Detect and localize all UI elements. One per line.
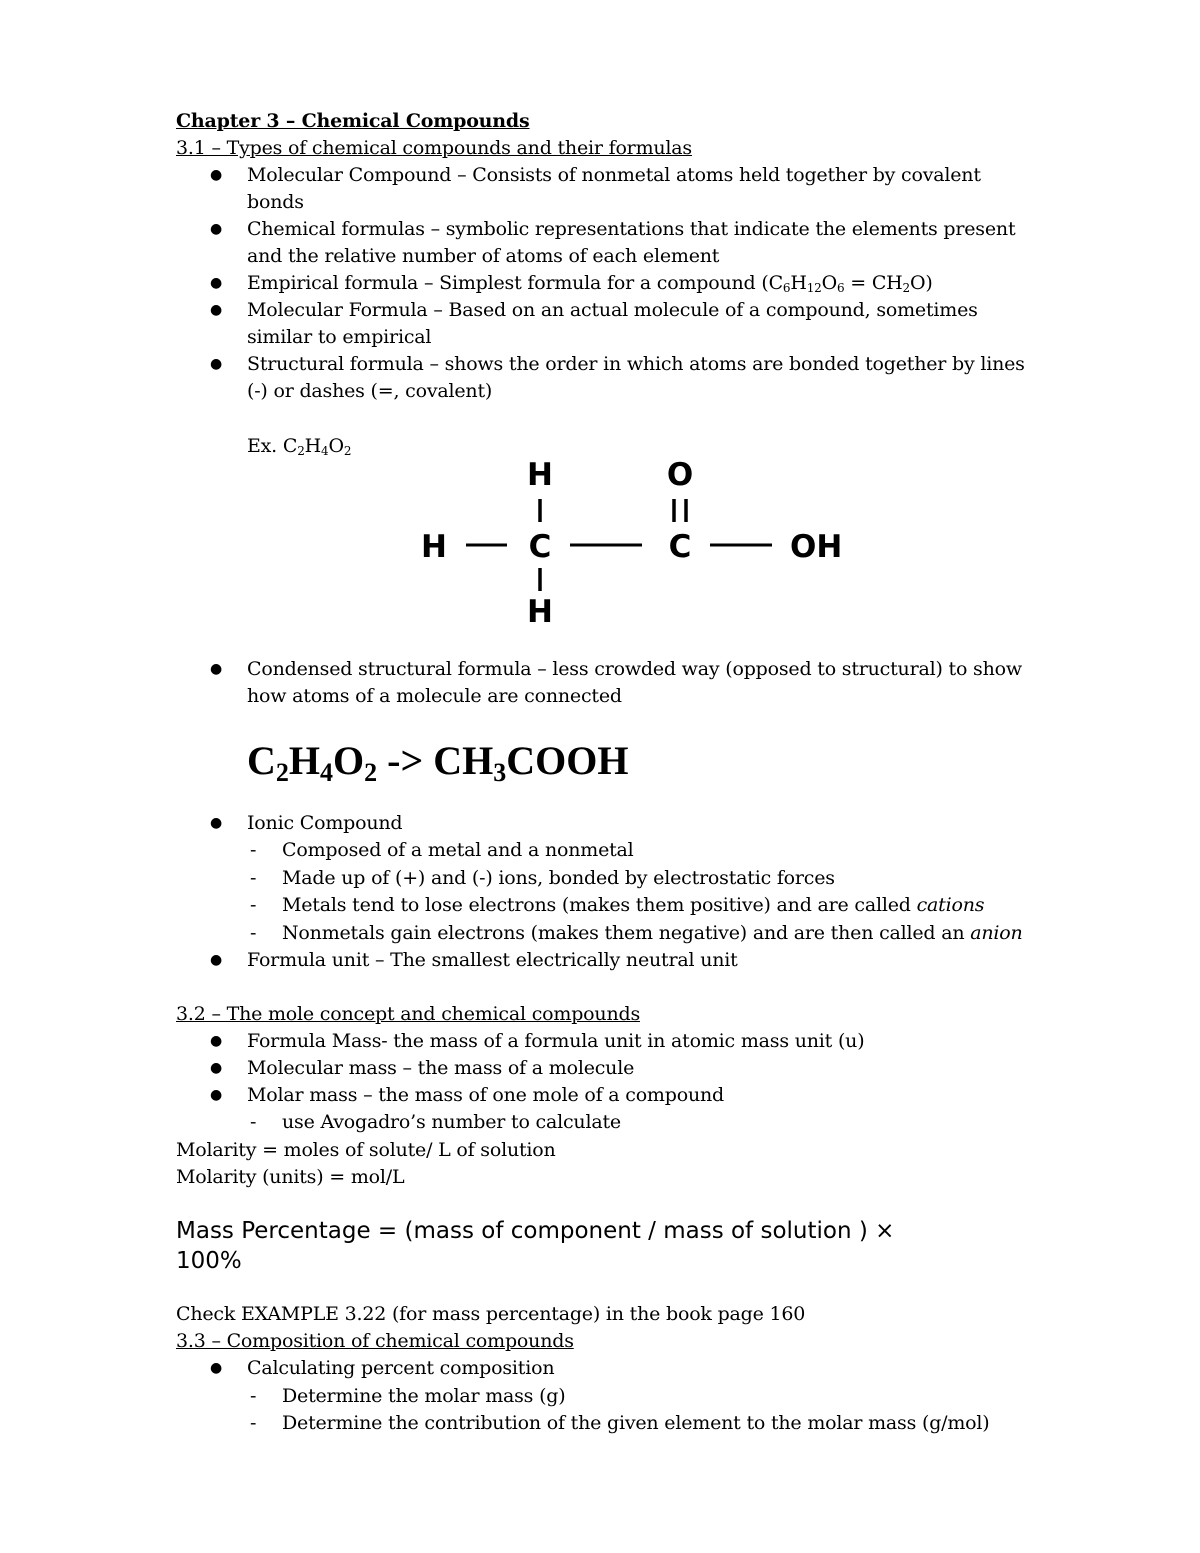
ionic-item-anion: Nonmetals gain electrons (makes them negative) and are then called an anion xyxy=(282,922,1023,944)
ionic-item: Made up of (+) and (-) ions, bonded by electrostatic forces xyxy=(282,867,835,889)
ionic-item-cations: Metals tend to lose electrons (makes them positive) and are called cations xyxy=(282,894,985,916)
bullet-icon: ● xyxy=(210,221,223,237)
bullet-icon: ● xyxy=(210,815,223,831)
mass-percentage-formula-line2: 100% xyxy=(176,1248,242,1274)
atom-h-bottom: H xyxy=(527,594,553,630)
molecular-formula-line2: similar to empirical xyxy=(247,326,432,348)
chemical-formulas-line1: Chemical formulas – symbolic representations that indicate the elements present xyxy=(247,218,1016,240)
bullet-icon: ● xyxy=(210,1360,223,1376)
percent-composition-step: Determine the contribution of the given element to the molar mass (g/mol) xyxy=(282,1412,990,1434)
dash-icon: - xyxy=(250,1111,257,1133)
dash-icon: - xyxy=(250,1385,257,1407)
check-example-note: Check EXAMPLE 3.22 (for mass percentage) in the book page 160 xyxy=(176,1303,806,1325)
atom-h-left: H xyxy=(421,529,447,565)
ionic-compound-label: Ionic Compound xyxy=(247,812,403,834)
molecular-compound-line2: bonds xyxy=(247,191,304,213)
acetic-acid-structure-diagram xyxy=(410,452,870,632)
formula-unit-item: Formula unit – The smallest electrically neutral unit xyxy=(247,949,738,971)
dash-icon: - xyxy=(250,839,257,861)
section-3-3-heading: 3.3 – Composition of chemical compounds xyxy=(176,1330,574,1352)
bullet-icon: ● xyxy=(210,1033,223,1049)
bullet-icon: ● xyxy=(210,1087,223,1103)
molarity-units: Molarity (units) = mol/L xyxy=(176,1166,405,1188)
section-3-1-heading: 3.1 – Types of chemical compounds and their formulas xyxy=(176,137,692,159)
dash-icon: - xyxy=(250,922,257,944)
formula-mass-item: Formula Mass- the mass of a formula unit in atomic mass unit (u) xyxy=(247,1030,865,1052)
chapter-title: Chapter 3 – Chemical Compounds xyxy=(176,110,530,132)
percent-composition-step: Determine the molar mass (g) xyxy=(282,1385,566,1407)
atom-c2: C xyxy=(668,529,692,565)
avogadro-sub-item: use Avogadro’s number to calculate xyxy=(282,1111,621,1133)
atom-c1: C xyxy=(528,529,552,565)
condensed-formula-example: $C_2H_4O_2$ -> $CH_3COOH$ xyxy=(247,738,629,787)
empirical-formula-item: Empirical formula – Simplest formula for a compound $(C_6H_{12}O_6 = CH_2O)$ xyxy=(247,272,933,295)
molecular-mass-item: Molecular mass – the mass of a molecule xyxy=(247,1057,635,1079)
condensed-formula-line1: Condensed structural formula – less crowded way (opposed to structural) to show xyxy=(247,658,1022,680)
dash-icon: - xyxy=(250,894,257,916)
group-oh: OH xyxy=(790,529,843,565)
example-formula: Ex. $C_2H_4O_2$ xyxy=(247,435,352,458)
structural-formula-line2: (-) or dashes (=, covalent) xyxy=(247,380,493,402)
bullet-icon: ● xyxy=(210,275,223,291)
mass-percentage-formula-line1: Mass Percentage = (mass of component / mass of solution ) × xyxy=(176,1218,895,1244)
bullet-icon: ● xyxy=(210,1060,223,1076)
ionic-item: Composed of a metal and a nonmetal xyxy=(282,839,634,861)
bullet-icon: ● xyxy=(210,356,223,372)
condensed-formula-line2: how atoms of a molecule are connected xyxy=(247,685,622,707)
chemical-formulas-line2: and the relative number of atoms of each element xyxy=(247,245,720,267)
atom-h-top: H xyxy=(527,457,553,493)
molarity-definition: Molarity = moles of solute/ L of solution xyxy=(176,1139,556,1161)
molecular-compound-line1: Molecular Compound – Consists of nonmetal atoms held together by covalent xyxy=(247,164,981,186)
dash-icon: - xyxy=(250,867,257,889)
percent-composition-item: Calculating percent composition xyxy=(247,1357,555,1379)
molecular-formula-line1: Molecular Formula – Based on an actual molecule of a compound, sometimes xyxy=(247,299,978,321)
dash-icon: - xyxy=(250,1412,257,1434)
atom-o-top: O xyxy=(666,457,694,493)
bullet-icon: ● xyxy=(210,167,223,183)
bullet-icon: ● xyxy=(210,661,223,677)
molar-mass-item: Molar mass – the mass of one mole of a compound xyxy=(247,1084,724,1106)
structural-formula-line1: Structural formula – shows the order in which atoms are bonded together by lines xyxy=(247,353,1025,375)
bullet-icon: ● xyxy=(210,952,223,968)
section-3-2-heading: 3.2 – The mole concept and chemical compounds xyxy=(176,1003,640,1025)
bullet-icon: ● xyxy=(210,302,223,318)
